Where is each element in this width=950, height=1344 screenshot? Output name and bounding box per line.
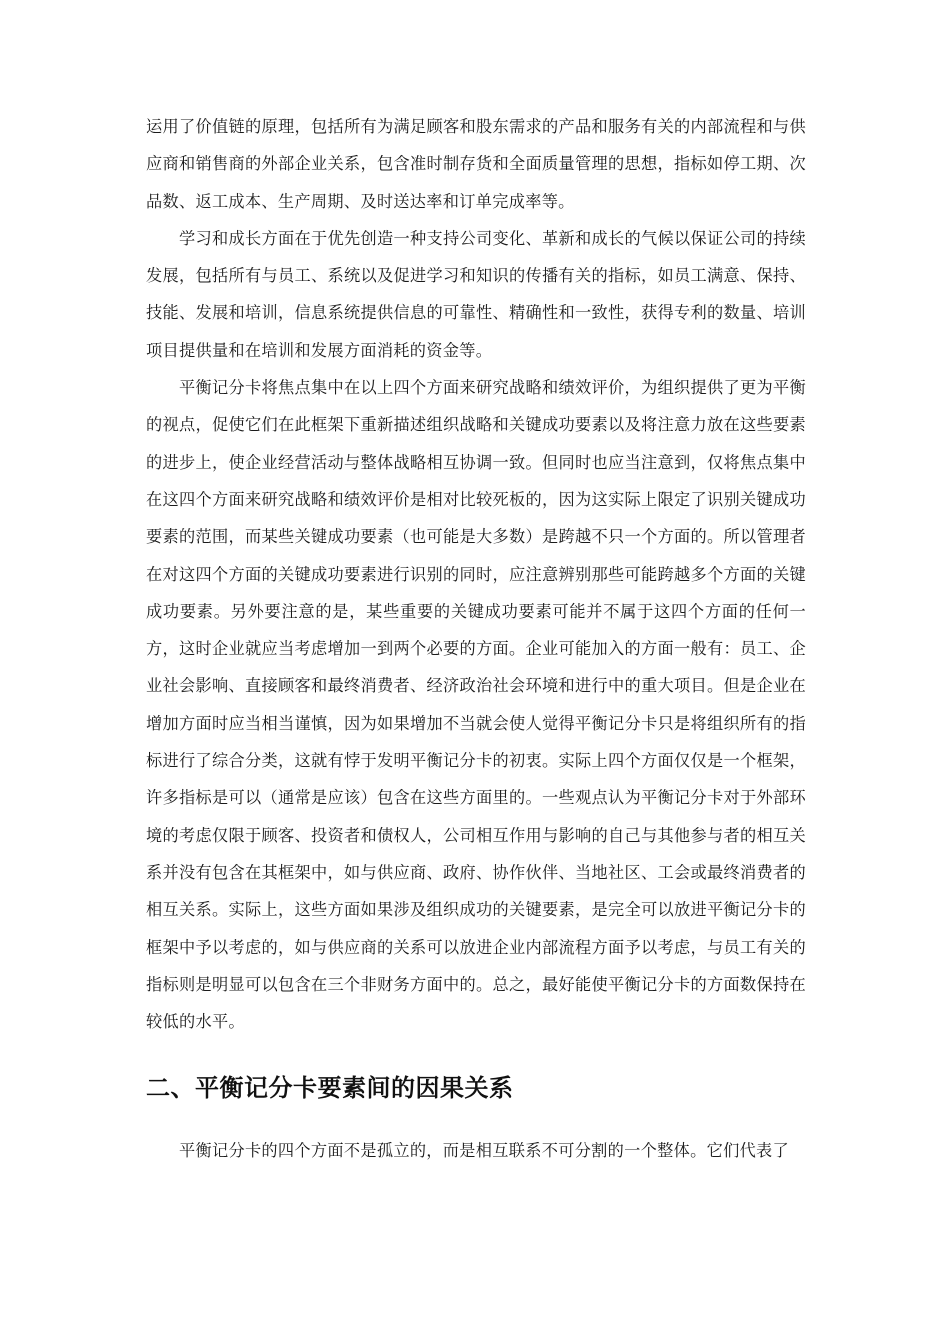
paragraph-causal-relationship-intro: 平衡记分卡的四个方面不是孤立的，而是相互联系不可分割的一个整体。它们代表了 [179,1141,790,1161]
paragraph-learning-growth: 学习和成长方面在于优先创造一种支持公司变化、革新和成长的气候以保证公司的持续发展，包括所有与员工、系统以及促进学习和知识的传播有关的指标，如员工满意、保持、技能、发展和培训，信息系统提供信息的可靠性、精确性和一致性，获得专利的数量、培训项目提供量和在培训和发展方面消耗的资金等。 [146,228,806,360]
document-body [146,108,806,1170]
section-heading: 二、平衡记分卡要素间的因果关系 [146,1074,514,1103]
paragraph-balanced-scorecard-focus: 平衡记分卡将焦点集中在以上四个方面来研究战略和绩效评价，为组织提供了更为平衡的视点，促使它们在此框架下重新描述组织战略和关键成功要素以及将注意力放在这些要素的进步上，使企业经营活动与整体战略相互协调一致。但同时也应当注意到，仅将焦点集中在这四个方面来研究战略和绩效评价是相对比较死板的，因为这实际上限定了识别关键成功要素的范围，而某些关键成功要素（也可能是大多数）是跨越不只一个方面的。所以管理者在对这四个方面的关键成功要素进行识别的同时，应注意辨别那些可能跨越多个方面的关键成功要素。另外要注意的是，某些重要的关键成功要素可能并不属于这四个方面的任何一方，这时企业就应当考虑增加一到两个必要的方面。企业可能加入的方面一般有：员工、企业社会影响、直接顾客和最终消费者、经济政治社会环境和进行中的重大项目。但是企业在增加方面时应当相当谨慎，因为如果增加不当就会使人觉得平衡记分卡只是将组织所有的指标进行了综合分类，这就有悖于发明平衡记分卡的初衷。实际上四个方面仅仅是一个框架，许多指标是可以（通常是应该）包含在这些方面里的。一些观点认为平衡记分卡对于外部环境的考虑仅限于顾客、投资者和债权人，公司相互作用与影响的自己与其他参与者的相互关系并没有包含在其框架中，如与供应商、政府、协作伙伴、当地社区、工会或最终消费者的相互关系。实际上，这些方面如果涉及组织成功的关键要素，是完全可以放进平衡记分卡的框架中予以考虑的，如与供应商的关系可以放进企业内部流程方面予以考虑，与员工有关的指标则是明显可以包含在三个非财务方面中的。总之，最好能使平衡记分卡的方面数保持在较低的水平。 [146,378,806,1032]
paragraph-internal-process-continued: 运用了价值链的原理，包括所有为满足顾客和股东需求的产品和服务有关的内部流程和与供应商和销售商的外部企业关系，包含准时制存货和全面质量管理的思想，指标如停工期、次品数、返工成本、生产周期、及时送达率和订单完成率等。 [146,117,806,211]
